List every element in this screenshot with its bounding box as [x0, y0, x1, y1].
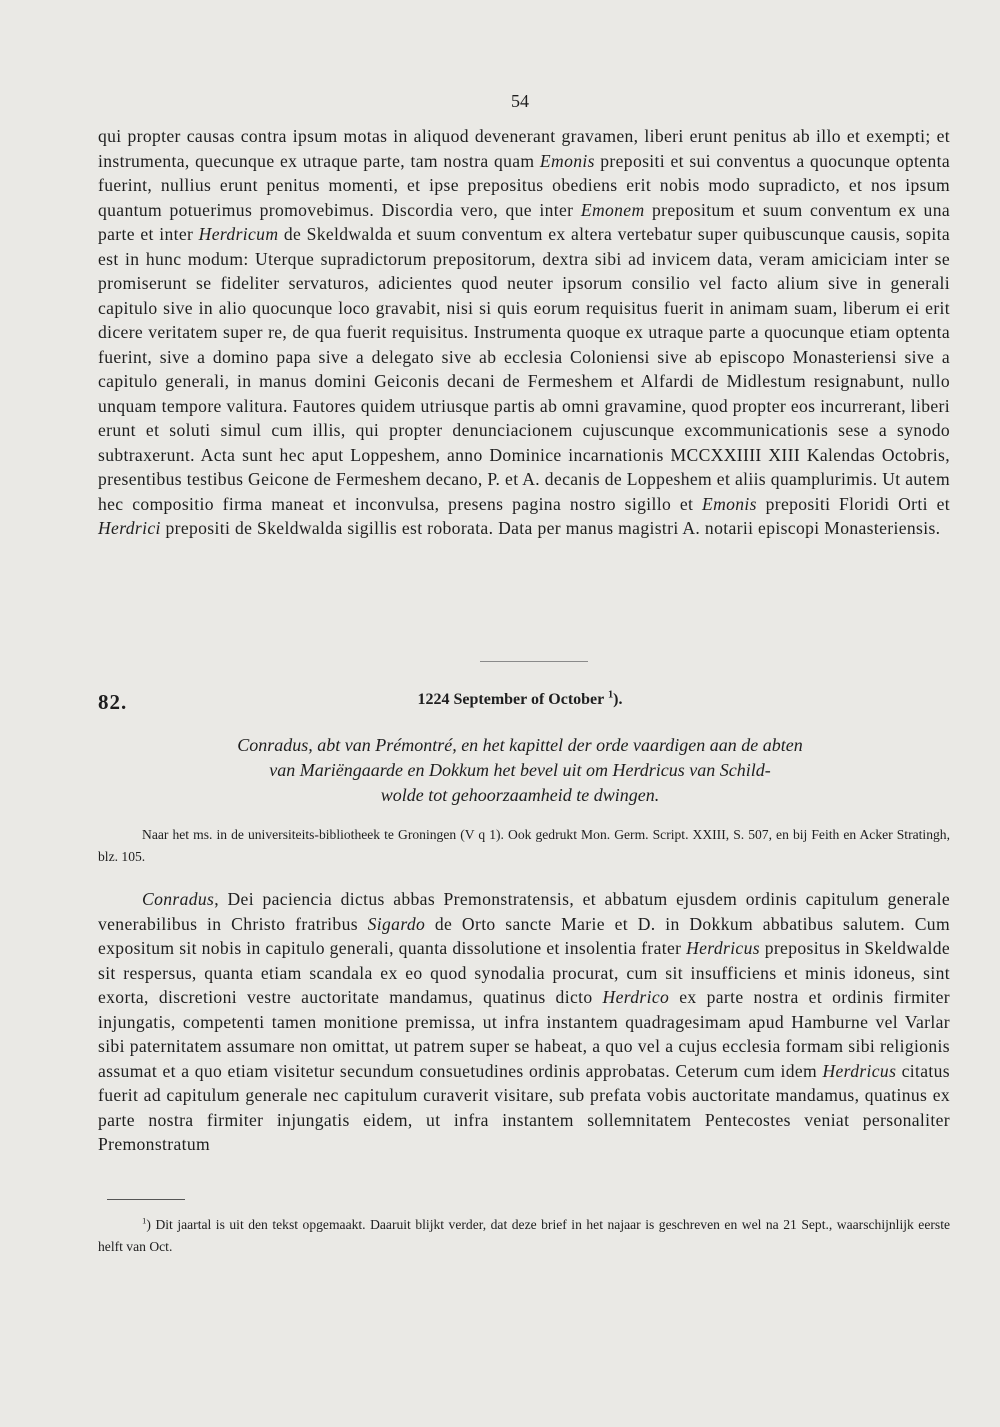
charter-number: 82.: [98, 690, 128, 714]
text-segment: prepositi Floridi Orti et: [756, 493, 950, 514]
charter-text: [98, 887, 950, 1157]
text-segment: , Dei paciencia dictus abbas Premonstratensis, et abbatum ejusdem ordinis capitulum generale venerabilibus in Christo fratribus: [98, 889, 950, 934]
charter-summary: [0, 733, 1000, 808]
text-segment: ex parte nostra et ordinis firmiter injungatis, competenti tamen monitione premissa, ut infra instantem quadragesimam apud Hamburne vel Varlar sibi paternitatem assumare non omittat, ut patrem super se habeat, a quo vel a cujus ecclesia formam sibi religionis assumat et a quo etiam visitetur secundum consuetudines ordinis approbatas. Ceterum cum idem: [98, 987, 950, 1081]
name-emphasis: Emonem: [580, 199, 645, 220]
date-suffix: ).: [613, 691, 623, 708]
name-emphasis: Conradus: [142, 889, 215, 909]
name-emphasis: Emonis: [701, 493, 757, 514]
name-emphasis: Herdricus: [822, 1060, 897, 1081]
charter-date-heading: [0, 691, 1000, 709]
text-segment: prepositi de Skeldwalda sigillis est roborata. Data per manus magistri A. notarii episcopi Monasteriensis.: [160, 518, 941, 538]
name-emphasis: Herdrico: [602, 987, 670, 1007]
text-segment: prepositum et suum conventum ex una parte et inter: [98, 199, 950, 244]
name-emphasis: Herdricum: [198, 224, 279, 244]
opening-paragraph: [98, 124, 950, 541]
name-emphasis: Herdrici: [98, 518, 161, 538]
name-emphasis: Sigardo: [367, 913, 426, 934]
footnote-rule: [107, 1199, 185, 1200]
footnote-text: ) Dit jaartal is uit den tekst opgemaakt. Daaruit blijkt verder, dat deze brief in het najaar is geschreven en wel na 21 Sept., waarschijnlijk eerste helft van Oct.: [98, 1217, 950, 1254]
footnote-marker: 1: [142, 1215, 147, 1226]
footnote-reference: 1: [607, 689, 614, 701]
text-segment: prepositus in Skeldwalde sit respersus, quanta etiam scandala ex eo quod synodalia procurat, cum sit insufficiens et minis idoneus, sint exorta, discretioni vestre auctoritate mandamus, quatinus dicto: [98, 938, 950, 1007]
page-number: 54: [511, 91, 529, 111]
footnote: [98, 1214, 950, 1258]
summary-line: wolde tot gehoorzaamheid te dwingen.: [380, 785, 660, 805]
summary-line: van Mariëngaarde en Dokkum het bevel uit om Herdricus van Schild-: [269, 760, 771, 780]
charter-date: 1224 September of October: [417, 691, 604, 708]
name-emphasis: Emonis: [539, 150, 595, 171]
summary-line: Conradus, abt van Prémontré, en het kapittel der orde vaardigen aan de abten: [237, 735, 803, 755]
source-note: Naar het ms. in de universiteits-bibliotheek te Groningen (V q 1). Ook gedrukt Mon. Germ. Script. XXIII, S. 507, en bij Feith en Acker Stratingh, blz. 105.: [98, 827, 950, 864]
text-segment: qui propter causas contra ipsum motas in aliquod devenerant gravamen, liberi erunt penitus ab illo et exempti; et instrumenta, quecunque ex utraque parte, tam nostra quam: [98, 126, 950, 171]
text-segment: de Skeldwalda et suum conventum ex altera vertebatur super quibuscunque causis, sopita est in hunc modum: Uterque supradictorum prepositorum, dextra sibi ad invicem data, veram amiciciam inter se promiserunt se fideliter servaturos, adicientes quod neuter ipsorum consilio vel facto alium sive in generali capitulo sive in alio quocunque loco gravabit, nisi si quis eorum requisitus fuerit in animam suam, liberum ei erit dicere veritatem super re, de qua fuerit requisitus. Instrumenta quoque ex utraque parte a quocunque etiam optenta fuerint, sive a domino papa sive a delegato sive ab ecclesia Coloniensi sive ab episcopo Monasteriensi sive a capitulo generali, in manus domini Geiconis decani de Fermeshem et Alfardi de Midlestum resignabunt, nullo unquam tempore valitura. Fautores quidem utriusque partis ab omni gravamine, quod propter eos incurrerant, liberi erunt et soluti simul cum illis, qui propter denunciacionem cujuscunque excommunicationis sese a synodo subtraxerunt. Acta sunt hec aput Loppeshem, anno Dominice incarnationis MCCXXIIII XIII Kalendas Octobris, presentibus testibus Geicone de Fermeshem decano, P. et A. decanis de Loppeshem et aliis quamplurimis. Ut autem hec compositio firma maneat et inconvulsa, presens pagina nostro sigillo et: [98, 224, 951, 514]
text-segment: prepositi et sui conventus a quocunque optenta fuerint, nullius erunt penitus momenti, et ipse prepositus obediens erit nobis modo supradicto, et nos ipsum quantum potuerimus promovebimus. Discordia vero, que inter: [98, 150, 950, 220]
text-segment: citatus fuerit ad capitulum generale nec capitulum curaverit visitare, sub prefata vobis auctoritate mandamus, quatinus ex parte nostra firmiter injungatis eidem, ut infra instantem sollemnitatem Pentecostes veniat personaliter Premonstratum: [98, 1060, 951, 1154]
name-emphasis: Herdricus: [686, 938, 760, 958]
section-divider: [480, 661, 588, 662]
text-segment: de Orto sancte Marie et D. in Dokkum abbatibus salutem. Cum expositum sit nobis in capitulo generali, quanta dissolutione et insolentia frater: [98, 913, 950, 958]
